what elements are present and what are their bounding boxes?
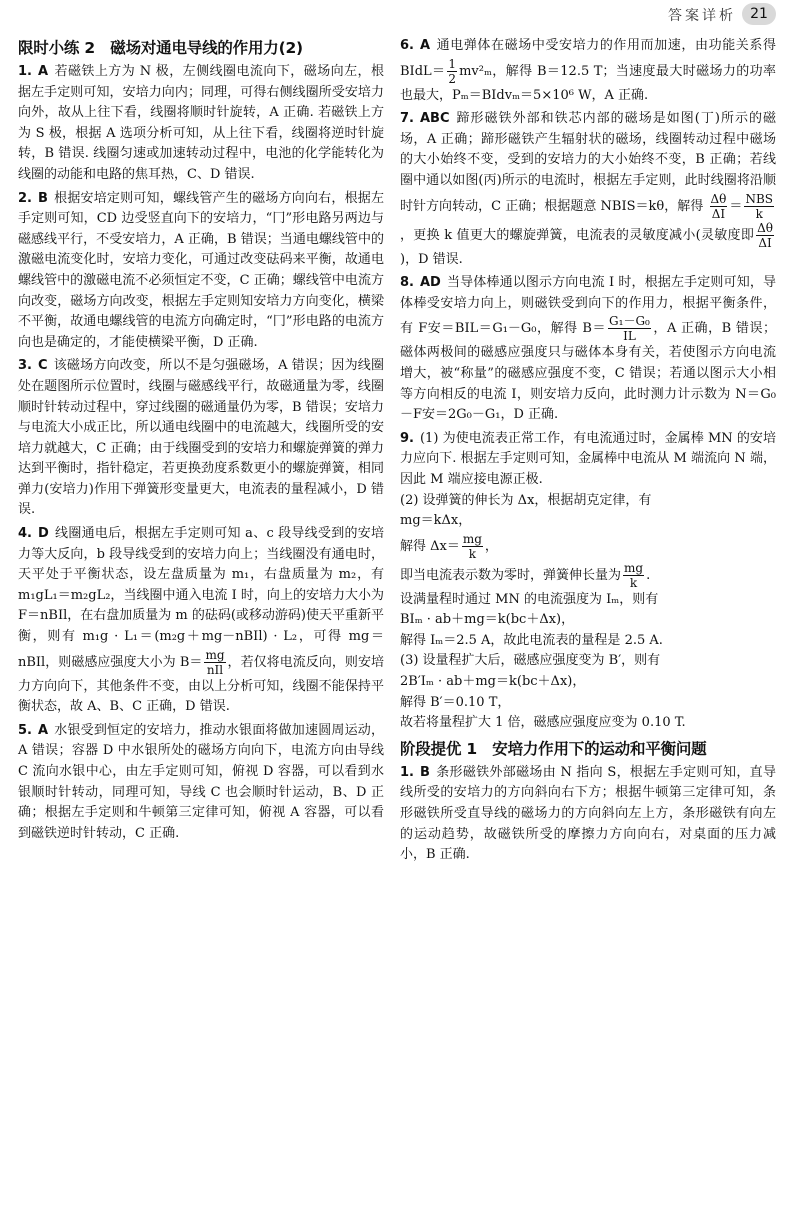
item-text: 通电弹体在磁场中受安培力的作用而加速，由功能关系得 BIdL＝ xyxy=(400,38,776,79)
fraction-numerator: mg xyxy=(624,560,644,575)
fraction-numerator: Δθ xyxy=(710,191,727,206)
fraction xyxy=(756,221,774,250)
left-column xyxy=(18,36,384,847)
answer-item-2 xyxy=(18,189,384,354)
answer-item-5 xyxy=(18,721,384,845)
item-number: 2. xyxy=(18,190,32,206)
item-number: 9. xyxy=(400,430,414,446)
answer-item-6 xyxy=(400,36,776,106)
fraction xyxy=(462,532,483,561)
item-text: 蹄形磁铁外部和铁芯内部的磁场是如图(丁)所示的磁场，A 正确；蹄形磁铁产生辐射状的磁场，线圈转动过程中磁场的大小始终不变，受到的安培力的大小始终不变，B 正确；若线圈中通以如图(丙)所示的电流时，根据左手定则，此时线圈将沿顺时针方向转动，C 正确；根据题意 NBIS＝kθ，解得 xyxy=(400,111,776,214)
header-label: 答案详析 xyxy=(668,8,736,24)
item-answer: B xyxy=(419,764,430,780)
fraction-denominator: k xyxy=(468,546,477,561)
fraction-denominator: ΔI xyxy=(711,206,726,221)
section-title-2: 阶段提优 1 安培力作用下的运动和平衡问题 xyxy=(400,739,707,758)
line-text: 解得 Δx＝ xyxy=(400,538,460,554)
solution-line: 设满量程时通过 MN 的电流强度为 Iₘ，则有 xyxy=(400,591,659,607)
item-text: )，D 错误. xyxy=(400,251,463,267)
fraction-denominator: k xyxy=(755,206,763,221)
fraction-numerator: 1 xyxy=(448,56,457,71)
item-number: 1. xyxy=(400,764,414,780)
fraction-numerator: mg xyxy=(205,647,225,662)
answer-item-s1 xyxy=(400,763,776,866)
fraction xyxy=(744,192,774,221)
line-text: ， xyxy=(484,538,498,554)
item-text: (1) 为使电流表正常工作，有电流通过时，金属棒 MN 的安培力应向下. 根据左手定则可知，金属棒中电流从 M 端流向 N 端，因此 M 端应接电源正极. xyxy=(400,430,776,487)
fraction-denominator: k xyxy=(629,575,638,590)
item-answer: A xyxy=(37,722,49,738)
item-text: 当导体棒通以图示方向电流 I 时，根据左手定则可知，导体棒受安培力向上，则磁铁受到向下的作用力，根据平衡条件，有 F安＝BIL＝G₁－G₀，解得 B＝ xyxy=(400,275,776,337)
fraction xyxy=(710,192,728,221)
line-text: . xyxy=(646,567,651,583)
fraction xyxy=(204,648,225,677)
item-number: 8. xyxy=(400,275,414,291)
solution-line: BIₘ · ab＋mg＝k(bc＋Δx)， xyxy=(400,612,575,628)
item-number: 7. xyxy=(400,111,414,127)
fraction xyxy=(608,314,651,343)
item-text: 根据安培定则可知，螺线管产生的磁场方向向右，根据左手定则可知，CD 边受竖直向下的安培力，“冂”形电路另两边与磁感线平行，不受安培力，A 正确，B 错误；当通电螺线管中的激磁电流变化时，安培力变化，可通过改变砝码来平衡，故通电螺线管中的激磁电流不必须恒定不变，C 正确；螺线管中电流方向改变，磁场方向改变，根据左手定则知安培力方向变化，横梁不平衡，故通电螺线管的电流方向确定时，“冂”形电路的电流方向也是确定的，才能使横梁平衡，D 正确. xyxy=(18,190,384,350)
answer-item-7 xyxy=(400,109,776,270)
line-text: 即当电流表示数为零时，弹簧伸长量为 xyxy=(400,567,622,583)
equals-sign: ＝ xyxy=(729,198,743,214)
answer-item-4 xyxy=(18,524,384,718)
fraction-numerator: NBS xyxy=(745,191,773,206)
item-answer: A xyxy=(419,38,431,53)
fraction-denominator: 2 xyxy=(448,71,457,86)
item-text: ，A 正确，B 错误；磁体两极间的磁感应强度只与磁体本身有关，若使图示方向电流增大，被“称量”的磁感应强度不变，C 错误；若通以图示大小相等方向相反的电流 I，则安培力反向，此时测力计示数为 N＝G₀－F安＝2G₀－G₁，D 正确. xyxy=(400,321,776,423)
solution-line: 解得 B′＝0.10 T， xyxy=(400,694,511,710)
item-number: 3. xyxy=(18,358,32,374)
item-text: 条形磁铁外部磁场由 N 指向 S，根据左手定则可知，直导线所受的安培力的方向斜向右下方；根据牛顿第三定律可知，条形磁铁所受直导线的磁场力的方向斜向左上方，条形磁铁有向左的运动趋势，故磁铁所受的摩擦力方向向右，对桌面的压力减小，B 正确. xyxy=(400,764,776,863)
solution-line xyxy=(400,532,776,561)
fraction-numerator: Δθ xyxy=(757,220,773,235)
solution-line: (2) 设弹簧的伸长为 Δx，根据胡克定律，有 xyxy=(400,492,652,508)
solution-line: 2B′Iₘ · ab＋mg＝k(bc＋Δx)， xyxy=(400,674,586,690)
right-column xyxy=(400,36,776,869)
page-header xyxy=(0,0,790,30)
fraction-numerator: mg xyxy=(462,531,482,546)
fraction xyxy=(447,57,457,86)
section-title-1: 限时小练 2 磁场对通电导线的作用力(2) xyxy=(18,39,303,57)
solution-line: 故若将量程扩大 1 倍，磁感应强度应变为 0.10 T. xyxy=(400,715,686,731)
item-text: 若磁铁上方为 N 极，左侧线圈电流向下，磁场向左，根据左手定则可知，安培力向内；同理，可得右侧线圈所受安培力向外，故从上往下看，线圈将顺时针旋转，A 正确. 若磁铁上方为 S 极，根据 A 选项分析可知，从上往下看，线圈将逆时针旋转，B 错误. 线圈匀速或加速转动过程中，电池的化学能转化为线圈的动能和电路的焦耳热，C、D 错误. xyxy=(18,64,384,182)
fraction-denominator: IL xyxy=(623,329,636,344)
solution-line: (3) 设量程扩大后，磁感应强度变为 B′，则有 xyxy=(400,653,661,669)
item-text: mv²ₘ，解得 B＝12.5 T；当速度最大时磁场力的功率也最大，Pₘ＝BIdvₘ＝5×10⁶ W，A 正确. xyxy=(400,63,776,103)
item-answer: B xyxy=(37,190,48,206)
page-number: 21 xyxy=(742,3,776,25)
item-answer: A xyxy=(37,64,49,79)
item-text: 水银受到恒定的安培力，推动水银面将做加速圆周运动，A 错误；容器 D 中水银所处的磁场方向向下，电流方向由导线 C 流向水银中心，由左手定则可知，俯视 D 容器，可以看到水银顺时针转动，同理可知，导线 C 也会顺时针运动，B、D 正确；根据左手定则和牛顿第三定律可知，俯视 A 容器，可以看到磁铁逆时针转动，C 正确. xyxy=(18,722,384,841)
item-text: 该磁场方向改变，所以不是匀强磁场，A 错误；因为线圈处在题图所示位置时，线圈与磁感线平行，故磁通量为零，线圈顺时针转动过程中，穿过线圈的磁通量仍为零，B 错误；安培力与电流大小成正比，所以通电线圈中的电流越大，线圈所受的安培力就越大，C 正确；由于线圈受到的安培力和螺旋弹簧的弹力达到平衡时，指针稳定，若更换劲度系数更小的螺旋弹簧，相同弹力(安培力)作用下弹簧形变量更大，电流表的量程减小，D 错误. xyxy=(18,358,384,518)
item-number: 5. xyxy=(18,722,32,738)
solution-line: mg＝kΔx， xyxy=(400,513,472,529)
answer-item-8 xyxy=(400,273,776,426)
answer-item-3 xyxy=(18,356,384,521)
answer-item-1 xyxy=(18,62,384,186)
fraction-numerator: G₁－G₀ xyxy=(609,314,650,329)
item-answer: AD xyxy=(419,275,441,291)
item-answer: C xyxy=(37,358,48,374)
item-text: ，更换 k 值更大的螺旋弹簧，电流表的灵敏度减小(灵敏度即 xyxy=(400,227,755,243)
solution-line: 解得 Iₘ＝2.5 A，故此电流表的量程是 2.5 A. xyxy=(400,632,663,648)
answer-item-9 xyxy=(400,429,776,734)
fraction-denominator: ΔI xyxy=(758,235,772,250)
item-number: 4. xyxy=(18,526,32,542)
item-answer: D xyxy=(37,526,49,542)
fraction xyxy=(623,561,644,590)
item-number: 6. xyxy=(400,38,414,53)
item-text: ，若仅将电流反向，则安培力方向向下，其他条件不变，由以上分析可知，线圈不能保持平衡状态，故 A、B、C 正确，D 错误. xyxy=(18,654,384,715)
solution-line xyxy=(400,561,776,590)
fraction-denominator: nIl xyxy=(206,662,224,677)
item-text: 线圈通电后，根据左手定则可知 a、c 段导线受到的安培力等大反向，b 段导线受到的安培力向上；当线圈没有通电时，天平处于平衡状态，设左盘质量为 m₁，右盘质量为 m₂，有 m₁gL₁＝m₂gL₂，当线圈中通入电流 I 时，向上的安培力大小为 F＝nBIl，在右盘加质量为 m 的砝码(或移动游码)使天平重新平衡，则有 m₁g · L₁＝(m₂g＋mg－nBIl) · L₂，可得 mg＝nBIl，则磁感应强度大小为 B＝ xyxy=(18,526,384,670)
item-number: 1. xyxy=(18,64,32,79)
item-answer: ABC xyxy=(419,111,450,127)
